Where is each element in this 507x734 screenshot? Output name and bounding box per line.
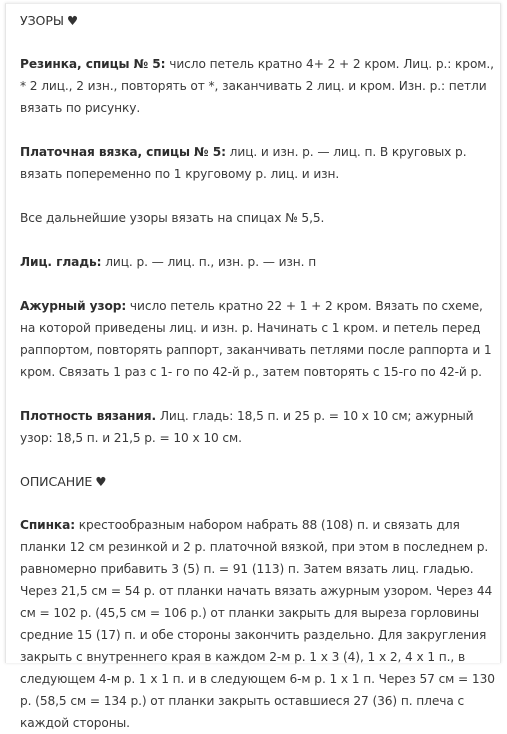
- garter-paragraph: [20, 141, 500, 185]
- gauge-text: Лиц. гладь: 18,5 п. и 25 р. = 10 х 10 см; ажурный узор: 18,5 п. и 21,5 р. = 10 х 10 см.: [20, 409, 474, 445]
- patterns-heading: [20, 10, 500, 32]
- heart-icon: ♥: [95, 474, 107, 489]
- description-heading: [20, 471, 500, 493]
- back-text: крестообразным набором набрать 88 (108) п. и связать для планки 12 см резинкой и 2 р. платочной вязкой, при этом в последнем р. равномерно прибавить 3 (5) п. = 91 (113) п. Затем вязать лиц. гладью. Через 21,5 см = 54 р. от планки начать вязать ажурным узором. Через 44 см = 102 р. (45,5 см = 106 р.) от планки закрыть для выреза горловины средние 15 (17) п. и обе стороны закончить раздельно. Для закругления закрыть с внутреннего края в каждом 2-м р. 1 х 3 (4), 1 х 2, 4 х 1 п., в следующем 4-м р. 1 х 1 п. и в следующем 6-м р. 1 х 1 п. Через 57 см = 130 р. (58,5 см = 134 р.) от планки закрыть оставшиеся 27 (36) п. плеча с каждой стороны.: [20, 518, 495, 730]
- gauge-paragraph: [20, 405, 500, 449]
- garter-text: лиц. и изн. р. — лиц. п. В круговых р. вязать попеременно по 1 круговому р. лиц. и изн.: [20, 145, 467, 181]
- stockinette-text: лиц. р. — лиц. п., изн. р. — изн. п: [101, 255, 317, 269]
- rib-title: Резинка, спицы № 5:: [20, 57, 166, 71]
- description-heading-text: ОПИСАНИЕ: [20, 474, 93, 489]
- back-title: Спинка:: [20, 518, 75, 532]
- needles-note: Все дальнейшие узоры вязать на спицах № 5,5.: [20, 211, 325, 225]
- back-paragraph: [20, 514, 500, 734]
- rib-paragraph: [20, 53, 500, 119]
- garter-title: Платочная вязка, спицы № 5:: [20, 145, 226, 159]
- heart-icon: ♥: [66, 13, 79, 28]
- lace-text: число петель кратно 22 + 1 + 2 кром. Вязать по схеме, на которой приведены лиц. и изн. р. Начинать с 1 кром. и петель перед раппортом, повторять раппорт, заканчивать петлями после раппорта и 1 кром. Связать 1 раз с 1- го по 42-й р., затем повторять с 15-го по 42-й р.: [20, 299, 492, 379]
- rib-text: число петель кратно 4+ 2 + 2 кром. Лиц. р.: кром., * 2 лиц., 2 изн., повторять от *, заканчивать 2 лиц. и кром. Изн. р.: петли вязать по рисунку.: [20, 57, 494, 115]
- stockinette-title: Лиц. гладь:: [20, 255, 102, 269]
- gauge-title: Плотность вязания.: [20, 409, 157, 423]
- lace-paragraph: [20, 295, 500, 383]
- lace-title: Ажурный узор:: [20, 299, 127, 313]
- article-content: [20, 10, 500, 734]
- patterns-heading-text: УЗОРЫ: [20, 13, 64, 28]
- article-card: [5, 3, 501, 730]
- stockinette-paragraph: [20, 251, 500, 273]
